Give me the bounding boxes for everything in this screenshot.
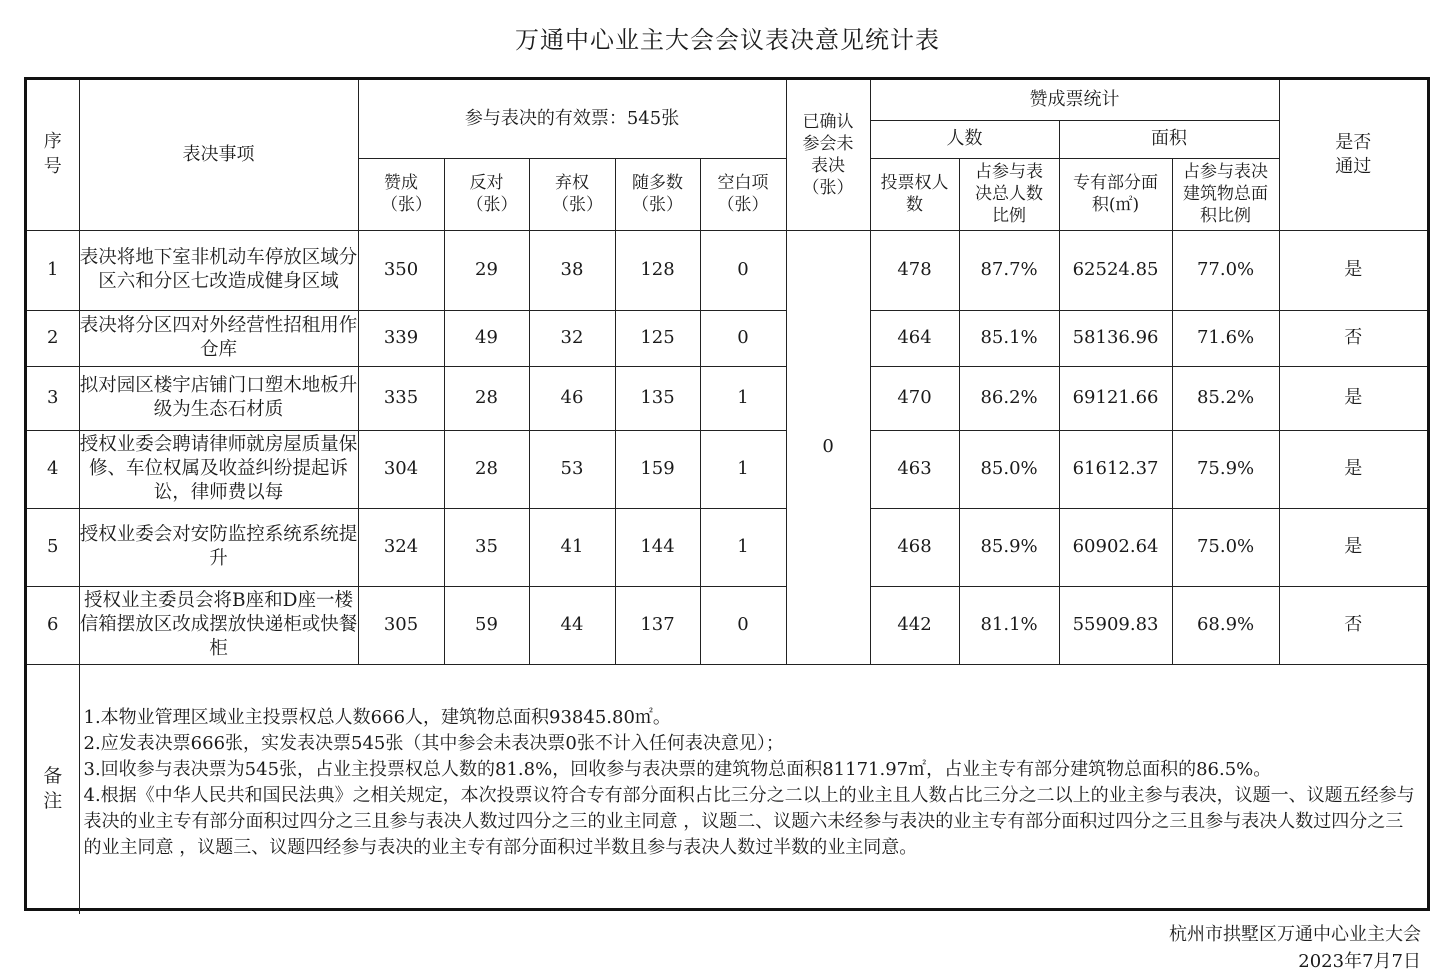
header-voter-ratio: 占参与表决总人数比例 (959, 158, 1059, 230)
row-area-ratio: 77.0% (1172, 230, 1279, 310)
vote-statistics-table-frame (24, 77, 1430, 911)
row-voter-ratio: 85.1% (959, 310, 1059, 366)
row-seq: 3 (27, 366, 79, 430)
row-seq: 6 (27, 586, 79, 664)
row-matter: 表决将地下室非机动车停放区域分区六和分区七改造成健身区域 (79, 230, 358, 310)
header-passed: 是否通过 (1279, 80, 1427, 230)
row-passed: 否 (1279, 310, 1427, 366)
page-title: 万通中心业主大会会议表决意见统计表 (515, 26, 940, 54)
row-area: 62524.85 (1059, 230, 1172, 310)
table-row (27, 230, 1427, 310)
header-people-group: 人数 (870, 120, 1059, 158)
row-approve: 339 (358, 310, 444, 366)
header-blank: 空白项（张） (700, 158, 786, 230)
row-abstain: 46 (529, 366, 615, 430)
footer-organization: 杭州市拱墅区万通中心业主大会 (1169, 924, 1421, 945)
row-area-ratio: 68.9% (1172, 586, 1279, 664)
row-area: 60902.64 (1059, 508, 1172, 586)
row-area: 69121.66 (1059, 366, 1172, 430)
header-valid-votes: 参与表决的有效票：545张 (358, 80, 786, 158)
row-approve: 335 (358, 366, 444, 430)
row-matter: 授权业主委员会将B座和D座一楼信箱摆放区改成摆放快递柜或快餐柜 (79, 586, 358, 664)
row-voter-ratio: 87.7% (959, 230, 1059, 310)
confirmed-absent-value: 0 (786, 230, 870, 664)
row-blank: 0 (700, 230, 786, 310)
row-follow: 159 (615, 430, 700, 508)
header-area-group: 面积 (1059, 120, 1279, 158)
row-approve: 304 (358, 430, 444, 508)
table-row (27, 310, 1427, 366)
row-voters: 478 (870, 230, 959, 310)
row-matter: 拟对园区楼宇店铺门口塑木地板升级为生态石材质 (79, 366, 358, 430)
row-seq: 2 (27, 310, 79, 366)
header-area: 专有部分面积(㎡) (1059, 158, 1172, 230)
row-follow: 128 (615, 230, 700, 310)
header-seq: 序号 (27, 80, 79, 230)
note-line: 3.回收参与表决票为545张，占业主投票权总人数的81.8%，回收参与表决票的建筑物总面积81171.97㎡，占业主专有部分建筑物总面积的86.5%。 (83, 758, 1272, 780)
header-area-ratio: 占参与表决建筑物总面积比例 (1172, 158, 1279, 230)
notes-label: 备注 (27, 664, 79, 914)
table-row (27, 430, 1427, 508)
notes-row (27, 664, 1427, 914)
row-follow: 135 (615, 366, 700, 430)
row-passed: 是 (1279, 366, 1427, 430)
row-oppose: 29 (444, 230, 529, 310)
row-seq: 1 (27, 230, 79, 310)
footer-date: 2023年7月7日 (1298, 951, 1421, 972)
row-area: 58136.96 (1059, 310, 1172, 366)
row-voters: 463 (870, 430, 959, 508)
row-oppose: 28 (444, 366, 529, 430)
row-passed: 否 (1279, 586, 1427, 664)
row-abstain: 53 (529, 430, 615, 508)
row-blank: 1 (700, 508, 786, 586)
row-voter-ratio: 86.2% (959, 366, 1059, 430)
row-passed: 是 (1279, 508, 1427, 586)
row-follow: 144 (615, 508, 700, 586)
header-oppose: 反对（张） (444, 158, 529, 230)
row-passed: 是 (1279, 430, 1427, 508)
header-matter: 表决事项 (79, 80, 358, 230)
row-voters: 464 (870, 310, 959, 366)
row-seq: 4 (27, 430, 79, 508)
row-matter: 授权业委会聘请律师就房屋质量保修、车位权属及收益纠纷提起诉讼，律师费以每 (79, 430, 358, 508)
vote-statistics-table (27, 80, 1427, 914)
note-line: 4.根据《中华人民共和国民法典》之相关规定，本次投票议符合专有部分面积占比三分之二以上的业主且人数占比三分之二以上的业主参与表决，议题一、议题五经参与表决的业主专有部分面积过四分之三且参与表决人数过四分之三的业主同意 ，议题二、议题六未经参与表决的业主专有部分面积过四分之三且参与表决人数过四分之三的业主同意 ，议题三、议题四经参与表决的业主专有部分面积过半数且参与表决人数过半数的业主同意。 (83, 784, 1415, 858)
row-approve: 324 (358, 508, 444, 586)
row-oppose: 35 (444, 508, 529, 586)
row-area: 61612.37 (1059, 430, 1172, 508)
row-follow: 125 (615, 310, 700, 366)
table-row (27, 508, 1427, 586)
header-confirmed-absent: 已确认参会未表决（张） (786, 80, 870, 230)
row-oppose: 59 (444, 586, 529, 664)
row-voter-ratio: 85.9% (959, 508, 1059, 586)
row-abstain: 38 (529, 230, 615, 310)
row-approve: 305 (358, 586, 444, 664)
notes-body (79, 664, 1427, 914)
row-oppose: 28 (444, 430, 529, 508)
row-blank: 1 (700, 366, 786, 430)
row-area-ratio: 75.0% (1172, 508, 1279, 586)
row-matter: 表决将分区四对外经营性招租用作仓库 (79, 310, 358, 366)
row-voters: 468 (870, 508, 959, 586)
row-voters: 442 (870, 586, 959, 664)
row-voters: 470 (870, 366, 959, 430)
row-voter-ratio: 81.1% (959, 586, 1059, 664)
row-blank: 0 (700, 310, 786, 366)
row-area-ratio: 71.6% (1172, 310, 1279, 366)
row-oppose: 49 (444, 310, 529, 366)
header-voters: 投票权人数 (870, 158, 959, 230)
row-seq: 5 (27, 508, 79, 586)
row-approve: 350 (358, 230, 444, 310)
header-approve: 赞成（张） (358, 158, 444, 230)
header-follow-majority: 随多数（张） (615, 158, 700, 230)
row-follow: 137 (615, 586, 700, 664)
table-row (27, 366, 1427, 430)
header-abstain: 弃权（张） (529, 158, 615, 230)
row-voter-ratio: 85.0% (959, 430, 1059, 508)
header-approval-stats: 赞成票统计 (870, 80, 1279, 120)
row-area-ratio: 85.2% (1172, 366, 1279, 430)
row-abstain: 41 (529, 508, 615, 586)
row-area: 55909.83 (1059, 586, 1172, 664)
row-blank: 1 (700, 430, 786, 508)
row-matter: 授权业委会对安防监控系统系统提升 (79, 508, 358, 586)
note-line: 1.本物业管理区域业主投票权总人数666人，建筑物总面积93845.80㎡。 (83, 706, 671, 728)
note-line: 2.应发表决票666张，实发表决票545张（其中参会未表决票0张不计入任何表决意见）； (83, 732, 784, 754)
row-passed: 是 (1279, 230, 1427, 310)
row-abstain: 44 (529, 586, 615, 664)
table-row (27, 586, 1427, 664)
row-blank: 0 (700, 586, 786, 664)
row-area-ratio: 75.9% (1172, 430, 1279, 508)
row-abstain: 32 (529, 310, 615, 366)
